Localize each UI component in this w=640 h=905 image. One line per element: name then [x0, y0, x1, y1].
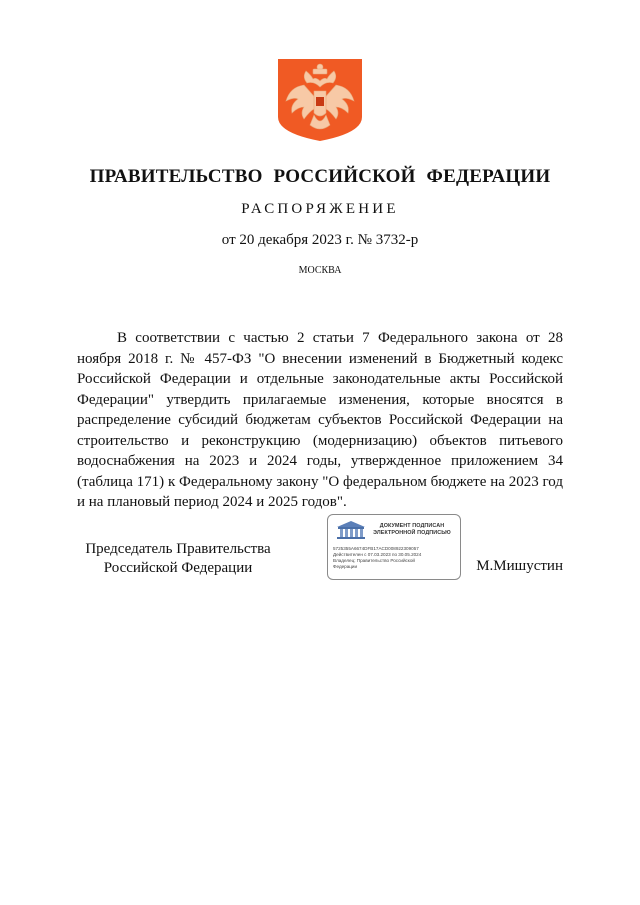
emblem	[276, 57, 364, 143]
stamp-heading-line1: ДОКУМЕНТ ПОДПИСАН	[379, 523, 445, 529]
order-paragraph: В соответствии с частью 2 статьи 7 Федерального закона от 28 ноября 2018 г. № 457-ФЗ "О внесении изменений в Бюджетный кодекс Российской Федерации и отдельные законодательные акты Российской Федерации" утвердить прилагаемые изменения, которые вносятся в распределение субсидий бюджетам субъектов Российской Федерации на строительство и реконструкцию (модернизацию) объектов питьевого водоснабжения на 2023 и 2024 годы, утвержденное приложением 34 (таблица 171) к Федеральному закону "О федеральном бюджете на 2023 год и на плановый период 2024 и 2025 годов".	[77, 330, 563, 510]
russian-coat-of-arms-icon	[276, 57, 364, 143]
stamp-heading-line2: ЭЛЕКТРОННОЙ ПОДПИСЬЮ	[373, 529, 451, 536]
document-city: МОСКВА	[298, 265, 342, 276]
government-building-icon	[334, 520, 368, 540]
e-signature-stamp	[327, 514, 461, 580]
stamp-owner-line1: Владелец: Правительство Российской	[333, 558, 415, 563]
stamp-owner-line2: Федерации	[333, 564, 358, 569]
signer-position-line1: Председатель Правительства	[85, 541, 271, 557]
document-type: РАСПОРЯЖЕНИЕ	[241, 201, 399, 217]
stamp-heading	[366, 523, 458, 536]
stamp-details	[333, 546, 457, 570]
government-title: ПРАВИТЕЛЬСТВО РОССИЙСКОЙ ФЕДЕРАЦИИ	[89, 166, 551, 187]
signer-name: М.Мишустин	[476, 558, 563, 574]
signer-position	[60, 540, 296, 578]
document-date-number: от 20 декабря 2023 г. № 3732-р	[221, 232, 419, 248]
stamp-certificate: 5725355A6674DFB17ACD008922309057	[333, 546, 419, 551]
stamp-validity: Действителен с 07.03.2023 по 30.05.2024	[333, 552, 422, 557]
signer-position-line2: Российской Федерации	[103, 560, 253, 576]
